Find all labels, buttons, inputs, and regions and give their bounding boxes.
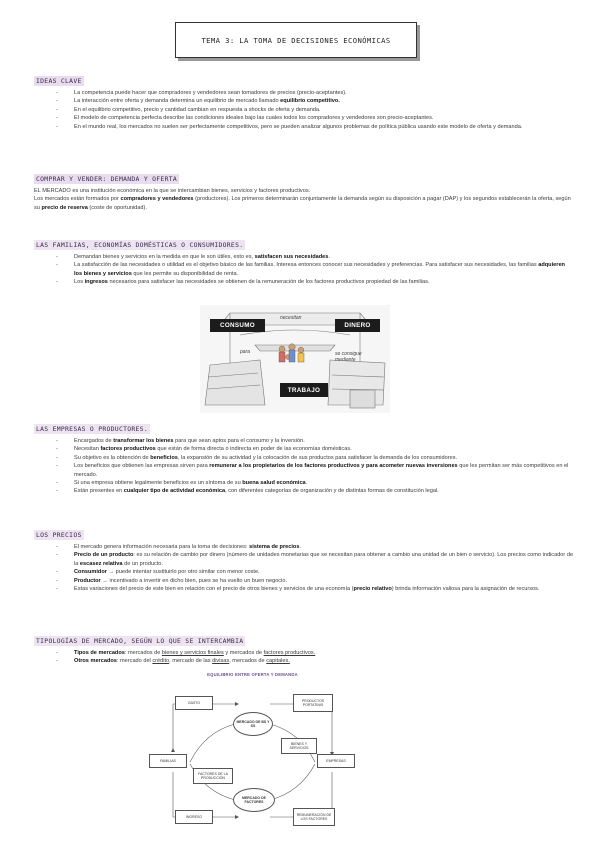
para-text: para xyxy=(240,349,251,355)
bienes-box: BIENES Y SERVICIOS xyxy=(281,738,317,754)
consumo-dinero-trabajo-illustration xyxy=(200,305,390,413)
list-item: - La interacción entre oferta y demanda determina un equilibrio de mercado llamado equilibrio competitivo. xyxy=(74,97,574,105)
title-box xyxy=(175,22,417,58)
list-item: - Los beneficios que obtienen las empresas sirven para remunerar a los propietarios de los factores productivos y para acometer nuevas inversiones que les permitan ser más competitivos en el mercado. xyxy=(74,462,574,479)
remuneracion-box: REMUNERACIÓN DE LOS FACTORES xyxy=(293,808,335,826)
list-item: - Precio de un producto: es su relación de cambio por dinero (número de unidades monetarias que se necesitan para obtener a cambio una unidad de un bien o servicio). Los precios como indicador de la escasez relativa de un producto. xyxy=(74,551,574,568)
list-item: - Los ingresos necesarios para satisfacer las necesidades se obtienen de la remuneración de los factores productivos propiedad de las familias. xyxy=(74,278,574,286)
section-familias xyxy=(34,234,574,287)
productos-box: PRODUCTOS PORTATINIS xyxy=(293,694,333,712)
gasto-box: GASTO xyxy=(175,696,213,710)
tipologias-list xyxy=(34,649,574,666)
consumo-label: CONSUMO xyxy=(210,319,265,332)
list-item: - Si una empresa obtiene legalmente beneficios es un síntoma de su buena salud económica. xyxy=(74,479,574,487)
mercado-bys-ellipse: MERCADO DE BS Y SS xyxy=(233,712,273,736)
section-empresas xyxy=(34,418,574,496)
list-item: - En el mundo real, los mercados no suelen ser perfectamente competitivos, pero se pueden analizar algunos problemas de política pública usando este modelo de oferta y demanda. xyxy=(74,123,574,131)
list-item: - Otros mercados: mercado del crédito, mercado de las divisas, mercados de capitales. xyxy=(74,657,574,665)
section-heading: TIPOLOGÍAS DE MERCADO, SEGÚN LO QUE SE INTERCAMBIA xyxy=(36,637,244,645)
ingreso-box: INGRESO xyxy=(175,810,213,824)
consigue-text: se consigue mediante xyxy=(335,351,362,363)
circular-flow-diagram xyxy=(145,672,360,832)
section-tipologias xyxy=(34,630,574,666)
list-item: - Tipos de mercados: mercados de bienes y servicios finales y mercados de factores productivos. xyxy=(74,649,574,657)
dinero-label: DINERO xyxy=(335,319,380,332)
list-item: - Consumidor → puede intentar sustituirlo por otro similar con menor coste. xyxy=(74,568,574,576)
ideas-list xyxy=(34,89,574,131)
familias-list xyxy=(34,253,574,287)
list-item: - Su objetivo es la obtención de beneficios, la expansión de su actividad y la colocación de sus productos para satisfacer la demanda de los consumidores. xyxy=(74,454,574,462)
list-item: - En el equilibrio competitivo, precio y cantidad cambian en respuesta a shocks de oferta y demanda. xyxy=(74,106,574,114)
mercado-factores-ellipse: MERCADO DE FACTORES xyxy=(233,788,275,812)
section-heading: IDEAS CLAVE xyxy=(36,77,82,85)
section-precios xyxy=(34,524,574,593)
section-heading: COMPRAR Y VENDER: DEMANDA Y OFERTA xyxy=(36,175,178,183)
list-item: - Necesitan factores productivos que están de forma directa o indirecta en poder de las economías domésticas. xyxy=(74,445,574,453)
page-title: TEMA 3: LA TOMA DE DECISIONES ECONÓMICAS xyxy=(201,35,391,45)
list-item: - La competencia puede hacer que compradores y vendedores sean tomadores de precios (precio-aceptantes). xyxy=(74,89,574,97)
section-heading: LAS FAMILIAS, ECONOMÍAS DOMÉSTICAS O CONSUMIDORES. xyxy=(36,241,244,249)
list-item: - Productor → incentivado a invertir en dicho bien, pues se ha vuelto un buen negocio. xyxy=(74,577,574,585)
list-item: - Encargados de transformar los bienes para que sean aptos para el consumo y la inversión. xyxy=(74,437,574,445)
section-heading: LAS EMPRESAS O PRODUCTORES. xyxy=(36,425,148,433)
precios-list xyxy=(34,543,574,593)
section-comprar-vender xyxy=(34,168,574,212)
empresas-box: EMPRESAS xyxy=(317,754,355,768)
list-item: - Estas variaciones del precio de este bien en relación con el precio de otros bienes y servicios de una economía (precio relativo) brinda información valiosa para la asignación de recursos. xyxy=(74,585,574,593)
paragraph: EL MERCADO es una institución económica en la que se intercambian bienes, servicios y factores productivos. xyxy=(34,188,311,194)
list-item: - El mercado genera información necesaria para la toma de decisiones: sistema de precios. xyxy=(74,543,574,551)
trabajo-label: TRABAJO xyxy=(280,383,328,397)
section-heading: LOS PRECIOS xyxy=(36,531,82,539)
section-ideas-clave xyxy=(34,70,574,131)
factores-box: FACTORES DE LA PRODUCCIÓN xyxy=(193,768,233,784)
paragraph: Los mercados están formados por compradores y vendedores (productores). Los primeros determinarán conjuntamente la demanda según su disposición a pagar (DAP) y los segundos establecerán la oferta, según su precio de reserva (coste de oportunidad). xyxy=(34,196,571,211)
list-item: - Demandan bienes y servicios en la medida en que le son útiles, esto es, satisfacen sus necesidades. xyxy=(74,253,574,261)
necesitan-text: necesitan xyxy=(280,315,302,321)
familias-box: FAMILIAS xyxy=(149,754,187,768)
empresas-list xyxy=(34,437,574,496)
list-item: - El modelo de competencia perfecta describe las condiciones ideales bajo las cuales todos los compradores y vendedores son precio-aceptantes. xyxy=(74,114,574,122)
diagram-title: EQUILIBRIO ENTRE OFERTA Y DEMANDA xyxy=(207,672,298,677)
list-item: - La satisfacción de las necesidades o utilidad es el objetivo básico de las familias. Interesa entonces conocer sus necesidades y preferencias. Para satisfacer sus necesidades, las familias adquieren los bienes y servicios que les permite su disponibilidad de renta. xyxy=(74,261,574,278)
list-item: - Están presentes en cualquier tipo de actividad económica, con diferentes categorías de organización y de distintas formas de constitución legal. xyxy=(74,487,574,495)
